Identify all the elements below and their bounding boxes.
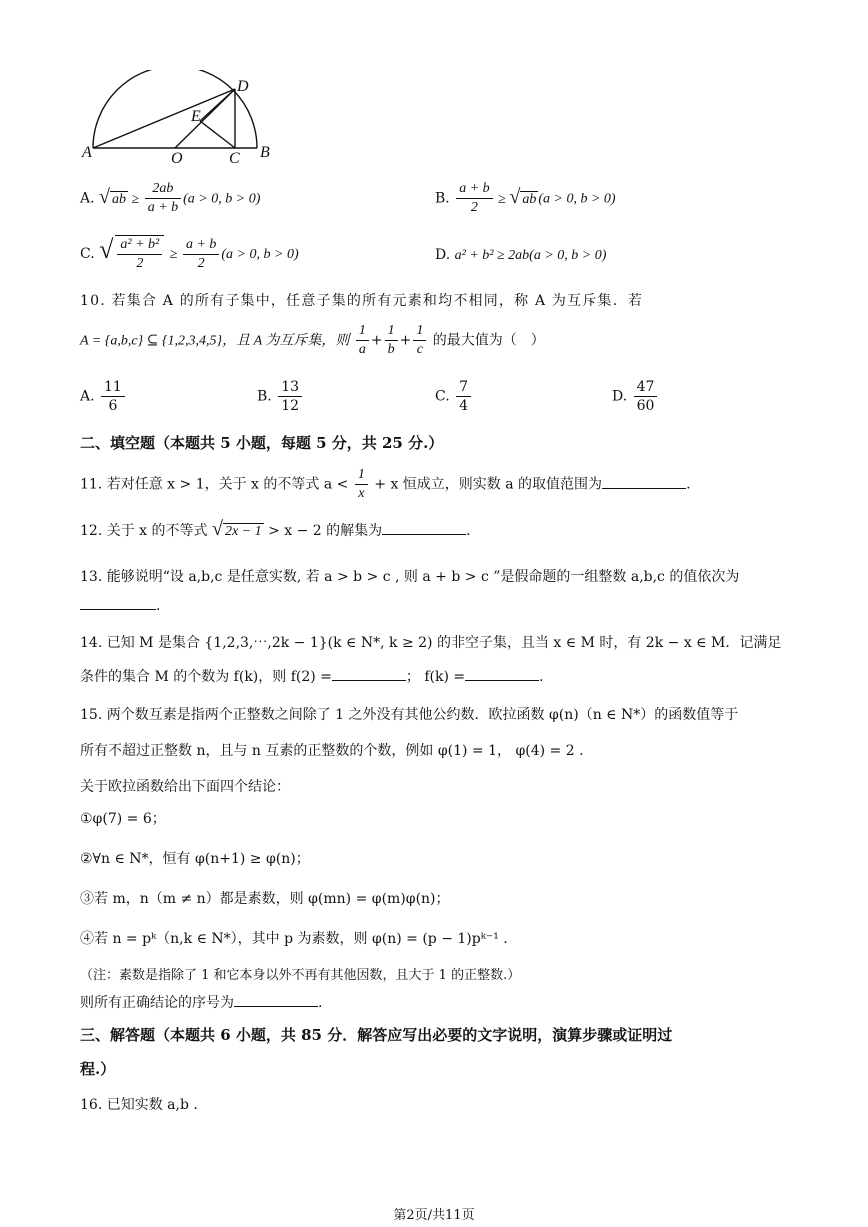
q9-option-c-cond: (a > 0, b > 0) [221,247,299,262]
q15-conclusion-4: ④若 n = pᵏ（n,k ∈ N*），其中 p 为素数，则 φ(n) = (p − 1)pᵏ⁻¹ . [80,931,508,947]
q9-option-a-cond: (a > 0, b > 0) [183,191,261,207]
q10-option-d-label: D. [612,388,628,405]
q13-line2 [80,598,160,614]
q10-option-b-num: 13 [278,378,302,397]
semicircle-figure [78,70,288,170]
q10-option-d-den: 60 [636,398,655,414]
section3-heading-line1: 三、解答题（本题共 6 小题，共 85 分．解答应写出必要的文字说明，演算步骤或证明过 [80,1026,673,1044]
q10-line2: A = {a,b,c} ⊆ {1,2,3,4,5}，且 A 为互斥集，则 $\frac{1}{a}$ + $\frac{1}{b}$ + $\frac{1}{c}$ 的最大值为（ ） [80,323,545,357]
q14-end: . [539,669,544,685]
q10-option-c-label: C. [435,388,450,405]
q9-option-d [435,247,606,264]
q9-option-a: A. √ ab ≥ $\frac{2ab}{a + b}$ (a > 0, b > 0) [80,181,261,215]
q16-text: 16. 已知实数 a,b . [80,1097,198,1113]
q13-end: . [156,598,161,614]
q12-end: . [466,523,471,539]
page-footer: 第2页/共11页 [393,1208,475,1223]
q10-option-b-label: B. [257,388,272,405]
q9-option-b-cond: (a > 0, b > 0) [538,191,616,207]
q15-conclusion-1: ①φ(7) = 6； [80,811,166,827]
point-label-d: D [237,78,249,95]
q15-line3: 关于欧拉函数给出下面四个结论： [80,779,290,795]
q14-line2 [80,666,544,686]
q15-ask [80,992,322,1012]
q11-line: 11. 若对任意 x > 1，关于 x 的不等式 a < $\frac{1}{x}$ + x 恒成立，则实数 a 的取值范围为 . [80,467,691,501]
q10-line2-a: A = {a,b,c} ⊆ {1,2,3,4,5}，且 A 为互斥集，则 [80,333,350,349]
q10-option-a [80,378,127,415]
q10-option-c [435,378,473,415]
q9-option-c: C. √ $\frac{\text{a² + b²}}{2}$ ≥ $\frac{a + b}{2}$ (a > 0, b > 0) [80,235,299,271]
q10-option-a-label: A. [80,388,95,405]
q15-conclusion-2: ②∀n ∈ N*，恒有 φ(n+1) ≥ φ(n)； [80,851,310,867]
section3-heading-line2: 程.） [80,1060,116,1078]
q13-answer-blank[interactable] [80,609,156,610]
q15-answer-blank[interactable] [234,1006,318,1007]
q12-answer-blank[interactable] [382,534,466,535]
q13-line1: 13. 能够说明“设 a,b,c 是任意实数, 若 a > b > c , 则 a + b > c ”是假命题的一组整数 a,b,c 的值依次为 [80,569,740,585]
q10-option-a-num: 11 [101,378,125,397]
q10-line2-b: 的最大值为（ ） [432,332,545,349]
q14-answer-blank-2[interactable] [465,680,539,681]
q14-line1: 14. 已知 M 是集合 {1,2,3,⋯,2k − 1}(k ∈ N*, k ≥ 2) 的非空子集，且当 x ∈ M 时，有 2k − x ∈ M．记满足 [80,635,782,651]
q15-conclusion-3: ③若 m，n（m ≠ n）都是素数，则 φ(mn) = φ(m)φ(n)； [80,891,450,907]
q10-option-c-num: 7 [456,378,471,397]
q15-line1: 15. 两个数互素是指两个正整数之间除了 1 之外没有其他公约数．欧拉函数 φ(n)（n ∈ N*）的函数值等于 [80,707,739,723]
q11-answer-blank[interactable] [602,488,686,489]
q10-option-a-den: 6 [108,398,118,414]
point-label-a: A [82,144,92,161]
point-label-b: B [260,144,270,161]
q9-option-c-label: C. [80,246,95,262]
q9-option-a-label: A. [80,190,95,207]
q9-option-d-text: a² + b² ≥ 2ab(a > 0, b > 0) [454,248,607,263]
point-label-e: E [191,108,201,125]
q10-option-d-num: 47 [634,378,658,397]
section2-heading: 二、填空题（本题共 5 小题，每题 5 分，共 25 分.） [80,434,444,452]
q9-option-b-label: B. [435,190,450,207]
q11-end: . [686,476,691,493]
q15-note: （注：素数是指除了 1 和它本身以外不再有其他因数，且大于 1 的正整数.） [80,968,521,983]
q11-text-a: 11. 若对任意 x > 1，关于 x 的不等式 a < [80,476,349,493]
q10-option-c-den: 4 [459,398,469,414]
point-label-c: C [229,150,240,167]
point-label-o: O [171,150,183,167]
q15-end: . [318,995,323,1011]
q14-text-a: 条件的集合 M 的个数为 f(k)，则 f(2) = [80,669,332,685]
q12-line: 12. 关于 x 的不等式 √ 2x − 1 > x − 2 的解集为 . [80,518,471,540]
q10-option-b [257,378,304,415]
q14-text-b: ； f(k) = [405,669,466,685]
q10-option-b-den: 12 [281,398,300,414]
q10-option-d [612,378,659,415]
q15-ask-text: 则所有正确结论的序号为 [80,995,234,1011]
q9-option-d-label: D. [435,247,451,263]
q12-text-a: 12. 关于 x 的不等式 [80,523,208,539]
q14-answer-blank-1[interactable] [332,680,406,681]
q10-line1: 10. 若集合 A 的所有子集中，任意子集的所有元素和均不相同，称 A 为互斥集．若 [80,293,644,309]
q15-line2: 所有不超过正整数 n，且与 n 互素的正整数的个数，例如 φ(1) = 1， φ(4) = 2 . [80,743,584,759]
q12-text-b: > x − 2 的解集为 [268,523,383,539]
q9-option-b: B. $\frac{a + b}{2}$ ≥ √ ab (a > 0, b > 0) [435,181,616,215]
q11-text-b: + x 恒成立，则实数 a 的取值范围为 [374,476,603,493]
